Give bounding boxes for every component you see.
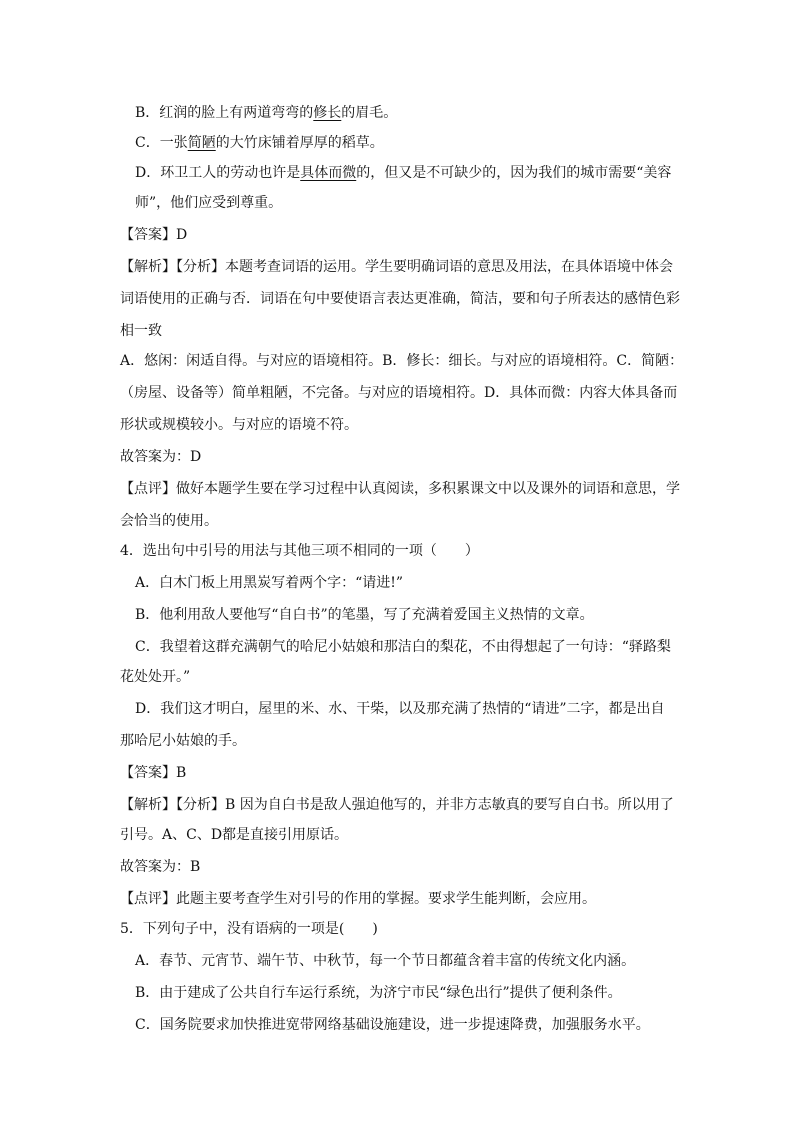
q5-option-b: B．由于建成了公共自行车运行系统，为济宁市民“绿色出行”提供了便利条件。: [135, 985, 622, 1001]
q5-option-c: C．国务院要求加快推进宽带网络基础设施建设，进一步提速降费，加强服务水平。: [135, 1017, 650, 1033]
q4-analysis-line: 【解析】【分析】B 因为自白书是敌人强迫他写的，并非方志敏真的要写自白书。所以用了: [120, 797, 674, 813]
q4-analysis-line: 引号。A、C、D都是直接引用原话。: [120, 827, 349, 843]
q4-option-a: A．白木门板上用黑炭写着两个字：“请进!”: [135, 575, 404, 591]
q3-option-d-cont: 师”，他们应受到尊重。: [135, 195, 283, 211]
q3-result: 故答案为：D: [120, 449, 202, 465]
q4-option-d-cont: 那哈尼小姑娘的手。: [120, 733, 246, 749]
q3-option-c: C．一张简陋的大竹床铺着厚厚的稻草。: [135, 135, 384, 151]
q3-analysis-line: 形状或规模较小。与对应的语境不符。: [120, 417, 358, 433]
q3-answer: 【答案】D: [120, 227, 188, 243]
q5-option-a: A．春节、元宵节、端午节、中秋节，每一个节日都蕴含着丰富的传统文化内涵。: [135, 953, 636, 969]
q4-option-b: B．他利用敌人要他写“自白书”的笔墨，写了充满着爱国主义热情的文章。: [135, 607, 594, 623]
underlined-word: 具体而微: [300, 165, 357, 181]
q3-analysis-line: A．悠闲：闲适自得。与对应的语境相符。B．修长：细长。与对应的语境相符。C．简陋：: [120, 353, 684, 369]
q5-stem: 5．下列句子中，没有语病的一项是( ): [120, 921, 378, 937]
q4-comment: 【点评】此题主要考查学生对引号的作用的掌握。要求学生能判断，会应用。: [120, 891, 596, 907]
underlined-word: 简陋: [187, 135, 216, 151]
q4-option-c-cont: 花处处开。”: [120, 669, 191, 685]
q3-analysis-line: 相一致: [120, 323, 162, 339]
q4-result: 故答案为：B: [120, 859, 201, 875]
q4-option-c: C．我望着这群充满朝气的哈尼小姑娘和那洁白的梨花，不由得想起了一句诗：“驿路梨: [135, 639, 671, 655]
q3-analysis-line: 词语使用的正确与否．词语在句中要使语言表达更准确，简洁，要和句子所表达的感情色彩: [120, 291, 680, 307]
q3-option-d: D．环卫工人的劳动也许是具体而微的，但又是不可缺少的，因为我们的城市需要“美容: [135, 165, 672, 181]
q3-analysis-line: 【解析】【分析】本题考查词语的运用。学生要明确词语的意思及用法，在具体语境中体会: [120, 259, 673, 275]
q4-answer: 【答案】B: [120, 765, 187, 781]
underlined-word: 修长: [313, 105, 342, 121]
q3-comment: 【点评】做好本题学生要在学习过程中认真阅读，多积累课文中以及课外的词语和意思，学: [120, 481, 680, 497]
q4-stem: 4．选出句中引号的用法与其他三项不相同的一项（ ）: [120, 543, 479, 559]
q3-option-b: B．红润的脸上有两道弯弯的修长的眉毛。: [135, 105, 398, 121]
q3-comment: 会恰当的使用。: [120, 513, 218, 529]
q4-option-d: D．我们这才明白，屋里的米、水、干柴，以及那充满了热情的“请进”二字，都是出自: [135, 701, 665, 717]
q3-analysis-line: （房屋、设备等）简单粗陋，不完备。与对应的语境相符。D．具体而微：内容大体具备而: [120, 385, 678, 401]
